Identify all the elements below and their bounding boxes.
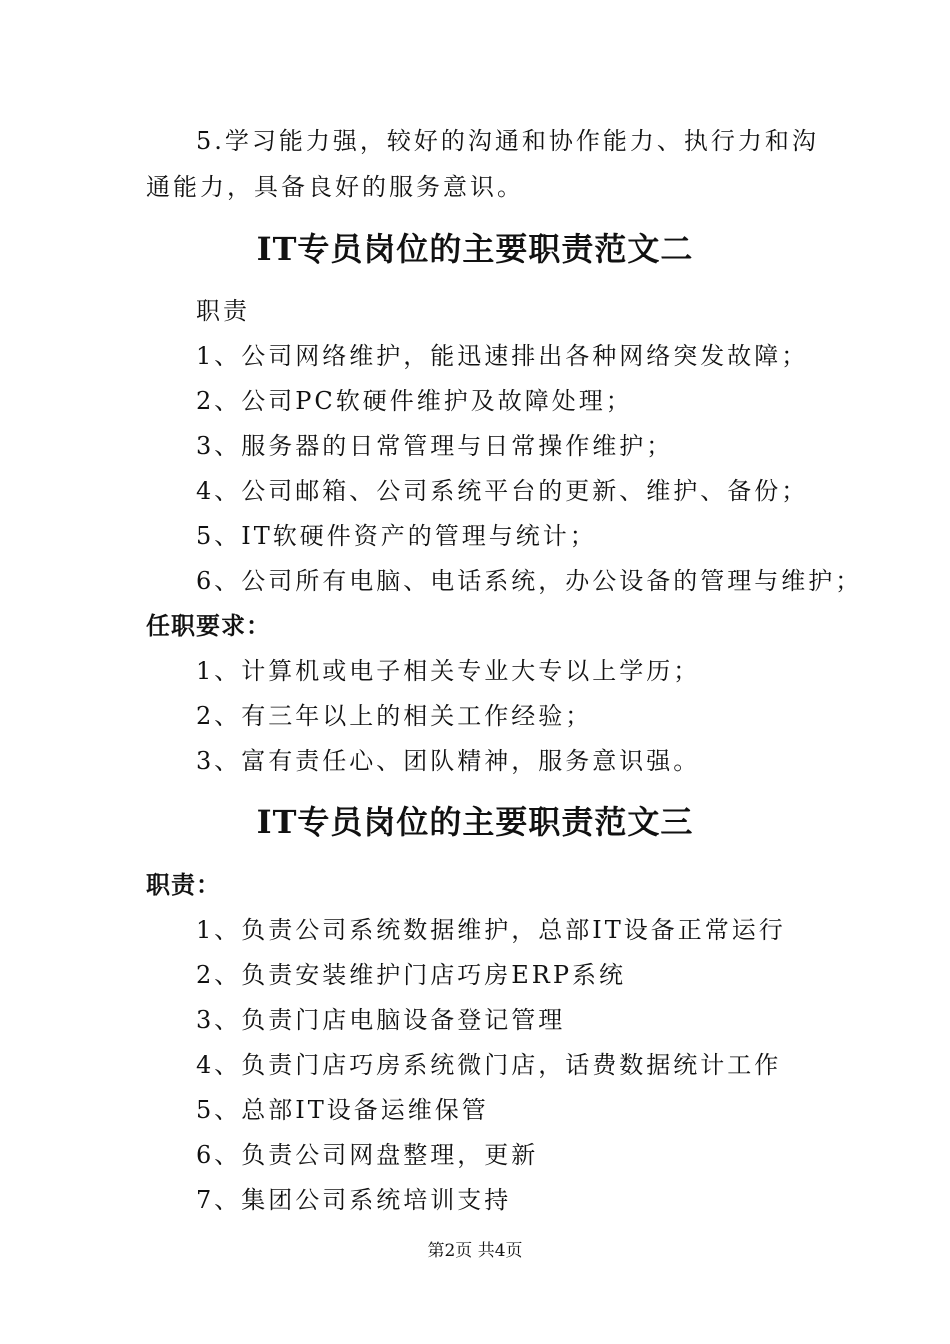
section-3-duty-item: 3、负责门店电脑设备登记管理: [196, 1006, 566, 1034]
section-2-duty-item: 1、公司网络维护，能迅速排出各种网络突发故障；: [196, 342, 809, 370]
intro-line-2: 通能力，具备良好的服务意识。: [146, 173, 524, 201]
intro-line-1: 5.学习能力强，较好的沟通和协作能力、执行力和沟: [196, 127, 819, 155]
section-2-duty-item: 5、IT软硬件资产的管理与统计；: [196, 522, 597, 550]
section-3-duty-item: 2、负责安装维护门店巧房ERP系统: [196, 961, 627, 989]
section-3-duties-label: 职责：: [146, 870, 221, 899]
section-3-title: IT专员岗位的主要职责范文三: [256, 803, 694, 841]
section-3-duty-item: 6、负责公司网盘整理，更新: [196, 1141, 539, 1169]
section-2-duty-item: 3、服务器的日常管理与日常操作维护；: [196, 432, 674, 460]
page-footer: 第2页 共4页: [427, 1241, 523, 1261]
section-3-duty-item: 7、集团公司系统培训支持: [196, 1186, 512, 1214]
section-2-requirement-item: 3、富有责任心、团队精神，服务意识强。: [196, 747, 701, 775]
section-2-duty-item: 4、公司邮箱、公司系统平台的更新、维护、备份；: [196, 477, 809, 505]
section-2-requirement-item: 2、有三年以上的相关工作经验；: [196, 702, 593, 730]
section-2-requirements-label: 任职要求：: [146, 611, 271, 640]
section-2-duties-label: 职责: [196, 297, 250, 325]
section-2-requirement-item: 1、计算机或电子相关专业大专以上学历；: [196, 657, 701, 685]
section-2-duty-item: 6、公司所有电脑、电话系统，办公设备的管理与维护；: [196, 567, 863, 595]
section-2-duty-item: 2、公司PC软硬件维护及故障处理；: [196, 387, 633, 415]
section-3-duty-item: 4、负责门店巧房系统微门店，话费数据统计工作: [196, 1051, 782, 1079]
section-2-title: IT专员岗位的主要职责范文二: [256, 230, 694, 268]
section-3-duty-item: 5、总部IT设备运维保管: [196, 1096, 489, 1124]
section-3-duty-item: 1、负责公司系统数据维护，总部IT设备正常运行: [196, 916, 786, 944]
